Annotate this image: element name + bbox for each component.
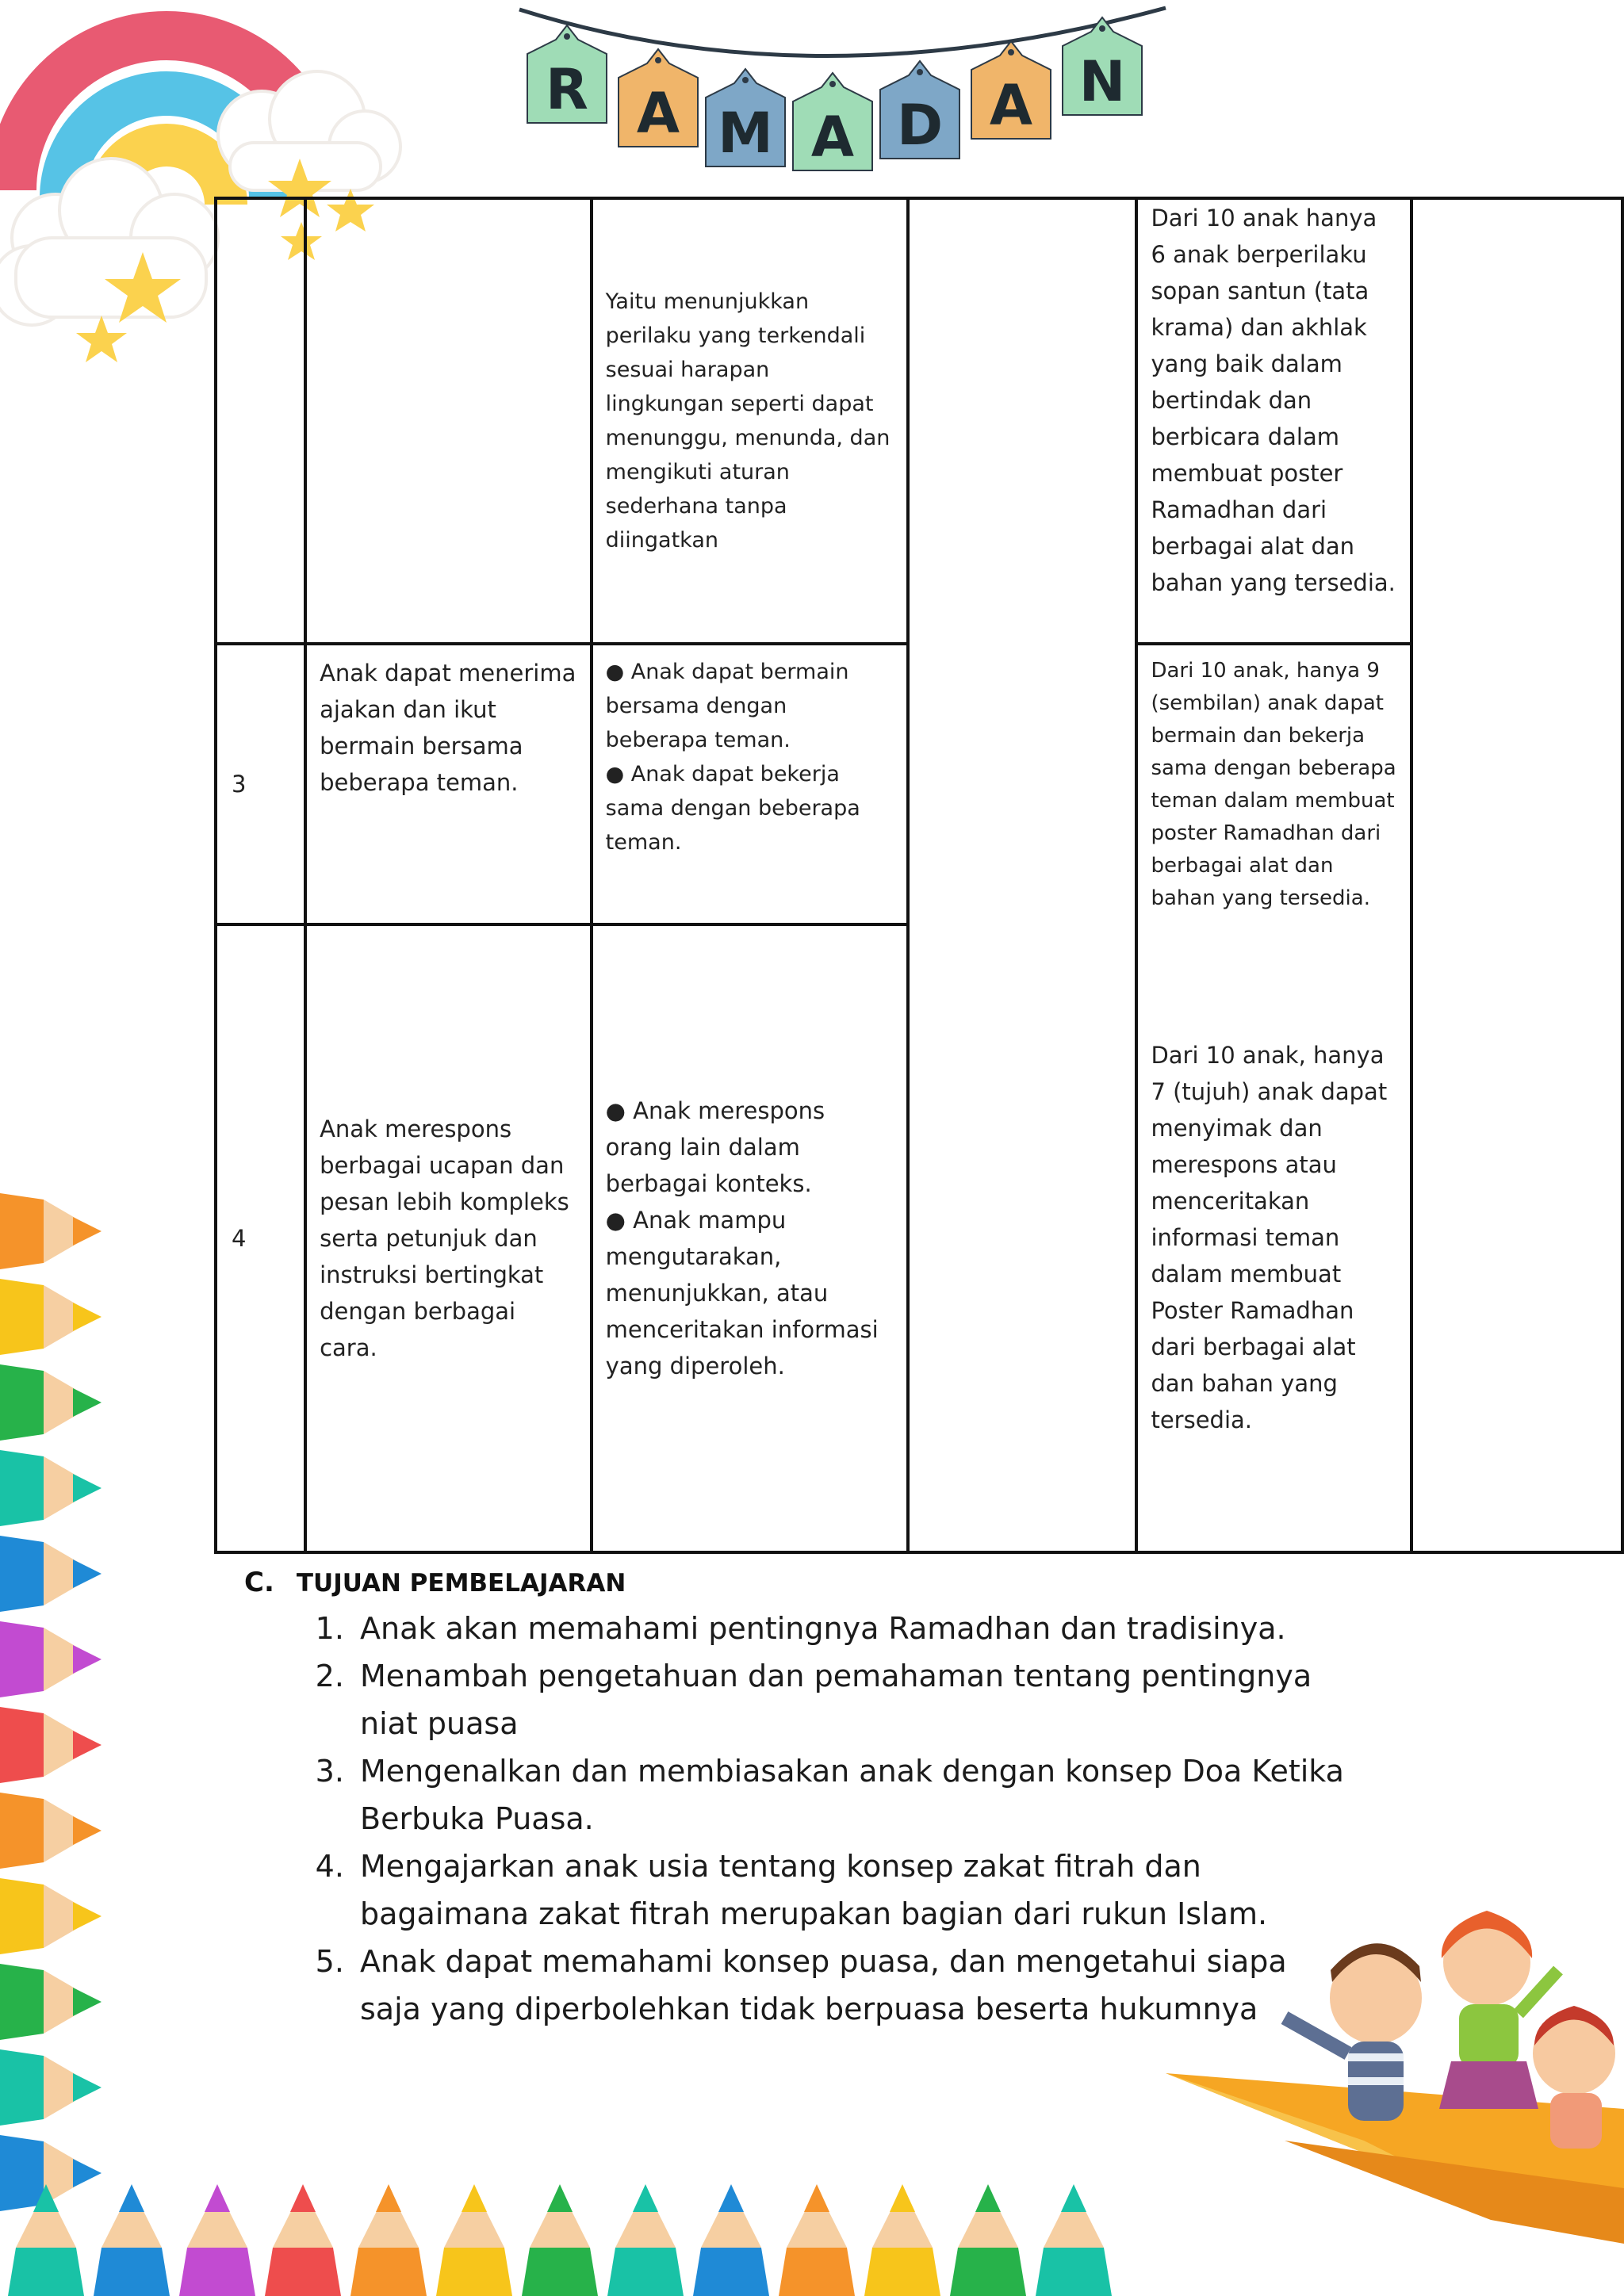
banner-flag xyxy=(527,25,607,123)
assessment-text: Dari 10 anak hanya 6 anak berperilaku sopan santun (tata krama) dan akhlak yang baik dalam bertindak dan berbicara dalam membuat poster Ramadhan dari berbagai alat dan bahan yang tersedia. xyxy=(1151,205,1396,596)
list-item: 1. Anak akan memahami pentingnya Ramadhan dan tradisinya. xyxy=(354,1605,1354,1652)
banner-flag xyxy=(880,61,959,159)
banner-flag xyxy=(793,73,872,170)
pencil-icon xyxy=(0,1193,102,1269)
banner-letter: A xyxy=(989,73,1033,138)
indicator-bullet: ● Anak mampu mengutarakan, menunjukkan, atau menceritakan informasi yang diperoleh. xyxy=(605,1207,879,1380)
objectives-list xyxy=(244,1605,1354,2033)
pencil-icon xyxy=(950,2184,1026,2296)
pencil-icon xyxy=(94,2184,170,2296)
banner-flag xyxy=(971,41,1051,139)
goal-text: Anak merespons berbagai ucapan dan pesan lebih kompleks serta petunjuk dan instruksi bertingkat dengan berbagai cara. xyxy=(320,1115,569,1361)
assessment-table xyxy=(214,197,1624,1554)
pencil-icon xyxy=(436,2184,512,2296)
assessment-cell xyxy=(1136,924,1411,1552)
indicator-bullet: ● Anak merespons orang lain dalam berbagai konteks. xyxy=(605,1097,825,1197)
pencil-decoration-bottom xyxy=(8,2184,1112,2296)
banner-letter: R xyxy=(546,57,588,122)
section-letter: C. xyxy=(244,1567,274,1598)
pencil-icon xyxy=(265,2184,341,2296)
banner-flag xyxy=(706,69,785,166)
indicator-bullet: ● Anak dapat bekerja sama dengan beberapa teman. xyxy=(605,762,860,855)
pencil-icon xyxy=(779,2184,855,2296)
pencil-icon xyxy=(0,1878,102,1954)
pencil-icon xyxy=(0,2049,102,2126)
pencil-icon xyxy=(864,2184,940,2296)
pencil-icon xyxy=(607,2184,684,2296)
pencil-icon xyxy=(0,1707,102,1783)
banner-letter: N xyxy=(1078,49,1126,114)
banner-letter: D xyxy=(896,93,944,158)
goal-cell xyxy=(305,924,592,1552)
list-item: 4. Mengajarkan anak usia tentang konsep zakat fitrah dan bagaimana zakat fitrah merupakan bagian dari rukun Islam. xyxy=(354,1843,1354,1938)
pencil-icon xyxy=(522,2184,598,2296)
empty-cell xyxy=(1411,198,1622,1552)
indicator-cell xyxy=(592,644,909,924)
assessment-cell xyxy=(1136,644,1411,924)
assessment-cell xyxy=(1136,198,1411,644)
section-heading xyxy=(244,1567,1354,1598)
pencil-icon xyxy=(0,1364,102,1441)
pencil-icon xyxy=(179,2184,255,2296)
pencil-icon xyxy=(350,2184,427,2296)
learning-objectives-section xyxy=(244,1567,1354,2033)
banner-flag xyxy=(619,49,698,147)
table-row xyxy=(216,198,1622,644)
pencil-icon xyxy=(0,1536,102,1612)
goal-cell xyxy=(305,644,592,924)
pencil-icon xyxy=(0,1450,102,1526)
row-number-cell xyxy=(216,198,305,644)
goal-text: Anak dapat menerima ajakan dan ikut bermain bersama beberapa teman. xyxy=(320,660,576,796)
pencil-icon xyxy=(0,1621,102,1697)
section-title: TUJUAN PEMBELAJARAN xyxy=(296,1569,626,1598)
list-item: 5. Anak dapat memahami konsep puasa, dan mengetahui siapa saja yang diperbolehkan tidak berpuasa beserta hukumnya xyxy=(354,1938,1354,2033)
goal-cell xyxy=(305,198,592,644)
row-number: 3 xyxy=(232,771,247,798)
empty-cell xyxy=(908,198,1136,1552)
pencil-icon xyxy=(0,1964,102,2040)
indicator-text: Yaitu menunjukkan perilaku yang terkendali sesuai harapan lingkungan seperti dapat menunggu, menunda, dan mengikuti aturan sederhana tanpa diingatkan xyxy=(605,289,891,553)
ramadan-banner xyxy=(527,17,1142,170)
list-item: 3. Mengenalkan dan membiasakan anak dengan konsep Doa Ketika Berbuka Puasa. xyxy=(354,1747,1354,1843)
banner-letter: A xyxy=(810,105,855,170)
pencil-icon xyxy=(0,1793,102,1869)
list-item: 2. Menambah pengetahuan dan pemahaman tentang pentingnya niat puasa xyxy=(354,1652,1354,1747)
indicator-cell xyxy=(592,924,909,1552)
assessment-text: Dari 10 anak, hanya 7 (tujuh) anak dapat menyimak dan merespons atau menceritakan informasi teman dalam membuat Poster Ramadhan dari berbagai alat dan bahan yang tersedia. xyxy=(1151,1042,1388,1433)
row-number-cell xyxy=(216,644,305,924)
banner-letter: M xyxy=(718,101,773,166)
banner-letter: A xyxy=(636,81,680,146)
assessment-text: Dari 10 anak, hanya 9 (sembilan) anak dapat bermain dan bekerja sama dengan beberapa teman dalam membuat poster Ramadhan dari berbagai alat dan bahan yang tersedia. xyxy=(1151,659,1396,910)
indicator-bullet: ● Anak dapat bermain bersama dengan beberapa teman. xyxy=(605,660,849,752)
banner-flag xyxy=(1063,17,1142,115)
row-number-cell xyxy=(216,924,305,1552)
pencil-icon xyxy=(693,2184,769,2296)
pencil-decoration-left xyxy=(0,1193,102,2211)
pencil-icon xyxy=(1036,2184,1112,2296)
indicator-cell xyxy=(592,198,909,644)
pencil-icon xyxy=(0,1279,102,1355)
row-number: 4 xyxy=(232,1225,247,1252)
